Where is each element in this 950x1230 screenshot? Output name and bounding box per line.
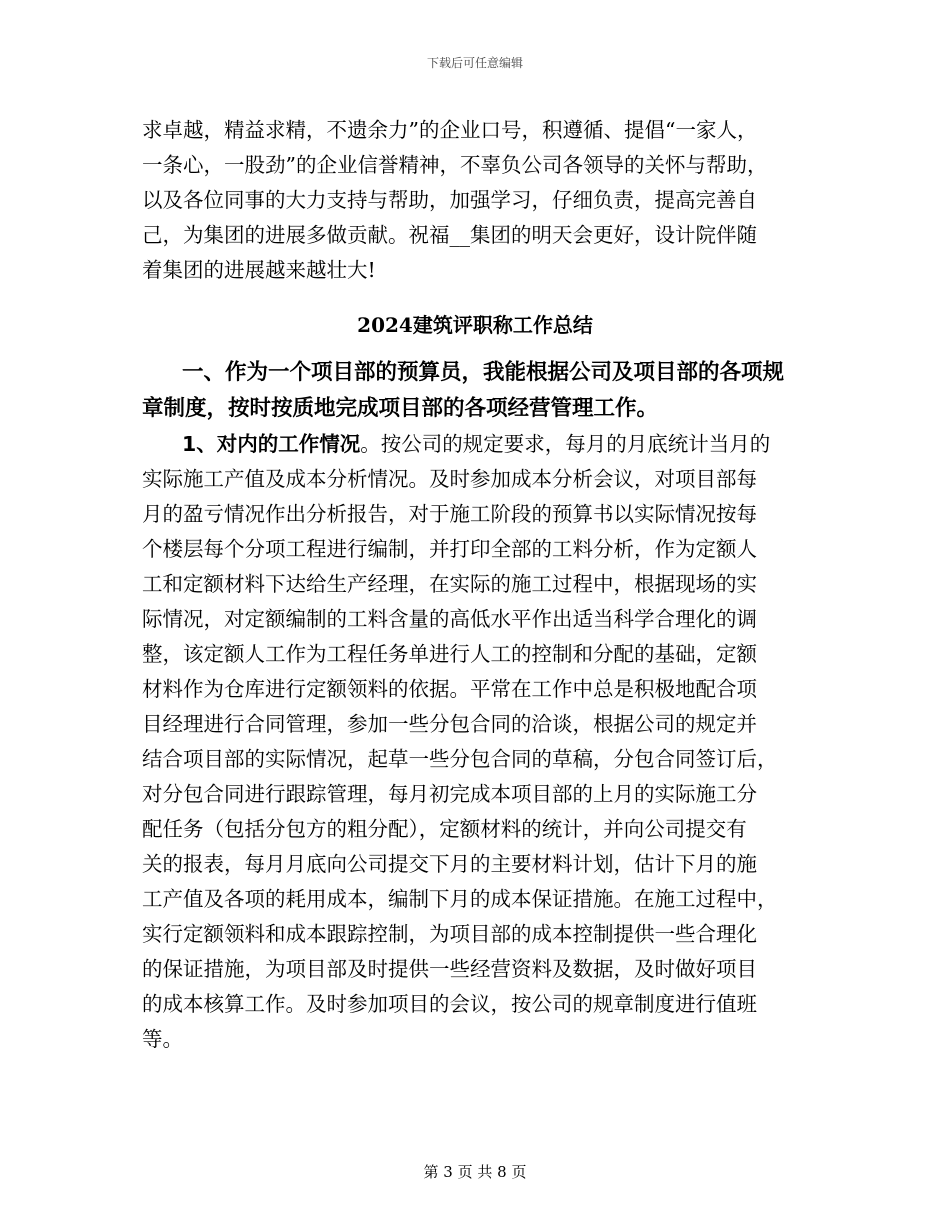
subsection-line: 结合项目部的实际情况，起草一些分包合同的草稿，分包合同签订后， (142, 747, 778, 771)
section-heading-line: 一、作为一个项目部的预算员，我能根据公司及项目部的各项规 (182, 360, 785, 385)
subsection-line: 配任务（包括分包方的粗分配），定额材料的统计，并向公司提交有 (142, 817, 747, 841)
intro-line: 己，为集团的进展多做贡献。祝福__集团的明天会更好，设计院伴随 (142, 223, 757, 247)
subsection-lead: 1、对内的工作情况 (182, 432, 361, 456)
subsection-line: 实际施工产值及成本分析情况。及时参加成本分析会议，对项目部每 (142, 467, 757, 491)
subsection-line: 的成本核算工作。及时参加项目的会议，按公司的规章制度进行值班 (142, 992, 757, 1016)
subsection-line: 个楼层每个分项工程进行编制，并打印全部的工料分析，作为定额人 (142, 537, 757, 561)
intro-line: 一条心，一股劲”的企业信誉精神，不辜负公司各领导的关怀与帮助， (142, 153, 768, 177)
subsection-line: 等。 (142, 1027, 183, 1051)
subsection-first-line-rest: 。按公司的规定要求，每月的月底统计当月的 (360, 432, 771, 456)
article-title: 2024建筑评职称工作总结 (357, 313, 593, 337)
subsection-line: 月的盈亏情况作出分析报告，对于施工阶段的预算书以实际情况按每 (142, 502, 757, 526)
page-number-footer: 第 3 页 共 8 页 (423, 1163, 527, 1181)
subsection-line: 的保证措施，为项目部及时提供一些经营资料及数据，及时做好项目 (142, 957, 757, 981)
subsection-line: 材料作为仓库进行定额领料的依据。平常在工作中总是积极地配合项 (142, 677, 757, 701)
subsection-line: 目经理进行合同管理，参加一些分包合同的洽谈，根据公司的规定并 (142, 712, 757, 736)
subsection-first-line (182, 432, 770, 456)
intro-line: 着集团的进展越来越壮大! (142, 258, 376, 282)
section-heading-line: 章制度，按时按质地完成项目部的各项经营管理工作。 (142, 396, 659, 421)
subsection-line: 整，该定额人工作为工程任务单进行人工的控制和分配的基础，定额 (142, 642, 757, 666)
page-header-note: 下载后可任意编辑 (426, 56, 523, 70)
subsection-line: 对分包合同进行跟踪管理，每月初完成本项目部的上月的实际施工分 (142, 782, 757, 806)
subsection-line: 关的报表，每月月底向公司提交下月的主要材料计划，估计下月的施 (142, 852, 757, 876)
subsection-line: 工和定额材料下达给生产经理，在实际的施工过程中，根据现场的实 (142, 572, 757, 596)
subsection-line: 际情况，对定额编制的工料含量的高低水平作出适当科学合理化的调 (142, 607, 757, 631)
intro-line: 求卓越，精益求精，不遗余力”的企业口号，积遵循、提倡“一家人， (142, 118, 758, 142)
subsection-line: 工产值及各项的耗用成本，编制下月的成本保证措施。在施工过程中， (142, 887, 778, 911)
intro-line: 以及各位同事的大力支持与帮助，加强学习，仔细负责，提高完善自 (142, 188, 757, 212)
subsection-line: 实行定额领料和成本跟踪控制，为项目部的成本控制提供一些合理化 (142, 922, 757, 946)
